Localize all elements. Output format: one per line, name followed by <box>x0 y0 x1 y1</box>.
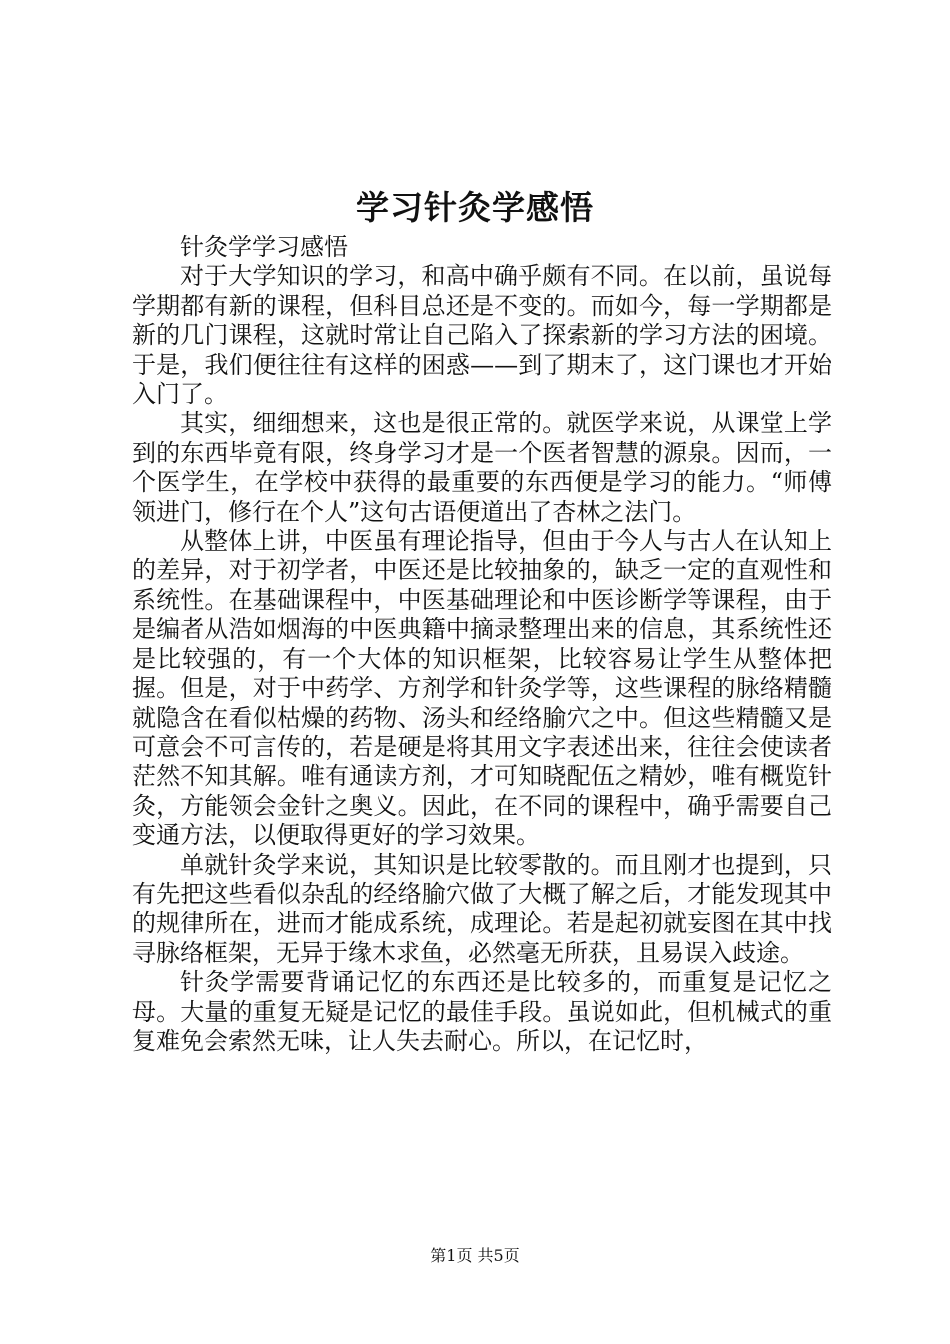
paragraph: 单就针灸学来说，其知识是比较零散的。而且刚才也提到，只有先把这些看似杂乱的经络腧穴做了大概了解之后，才能发现其中的规律所在，进而才能成系统，成理论。若是起初就妄图在其中找寻脉络框架，无异于缘木求鱼，必然毫无所获，且易误入歧途。 <box>132 850 832 967</box>
paragraph: 对于大学知识的学习，和高中确乎颇有不同。在以前，虽说每学期都有新的课程，但科目总还是不变的。而如今，每一学期都是新的几门课程，这就时常让自己陷入了探索新的学习方法的困境。于是，我们便往往有这样的困惑——到了期末了，这门课也才开始入门了。 <box>132 262 832 409</box>
paragraph: 从整体上讲，中医虽有理论指导，但由于今人与古人在认知上的差异，对于初学者，中医还是比较抽象的，缺乏一定的直观性和系统性。在基础课程中，中医基础理论和中医诊断学等课程，由于是编者从浩如烟海的中医典籍中摘录整理出来的信息，其系统性还是比较强的，有一个大体的知识框架，比较容易让学生从整体把握。但是，对于中药学、方剂学和针灸学等，这些课程的脉络精髓就隐含在看似枯燥的药物、汤头和经络腧穴之中。但这些精髓又是可意会不可言传的，若是硬是将其用文字表述出来，往往会使读者茫然不知其解。唯有通读方剂，才可知晓配伍之精妙，唯有概览针灸，方能领会金针之奥义。因此，在不同的课程中，确乎需要自己变通方法，以便取得更好的学习效果。 <box>132 527 832 850</box>
paragraph: 其实，细细想来，这也是很正常的。就医学来说，从课堂上学到的东西毕竟有限，终身学习才是一个医者智慧的源泉。因而，一个医学生，在学校中获得的最重要的东西便是学习的能力。“师傅领进门，修行在个人”这句古语便道出了杏林之法门。 <box>132 409 832 526</box>
paragraph: 针灸学需要背诵记忆的东西还是比较多的，而重复是记忆之母。大量的重复无疑是记忆的最佳手段。虽说如此，但机械式的重复难免会索然无味，让人失去耐心。所以，在记忆时， <box>132 968 832 1055</box>
document-body <box>132 233 832 1056</box>
paragraph-subtitle: 针灸学学习感悟 <box>180 233 348 261</box>
document-title: 学习针灸学感悟 <box>356 188 594 227</box>
page-number-footer: 第1页 共5页 <box>430 1246 520 1265</box>
